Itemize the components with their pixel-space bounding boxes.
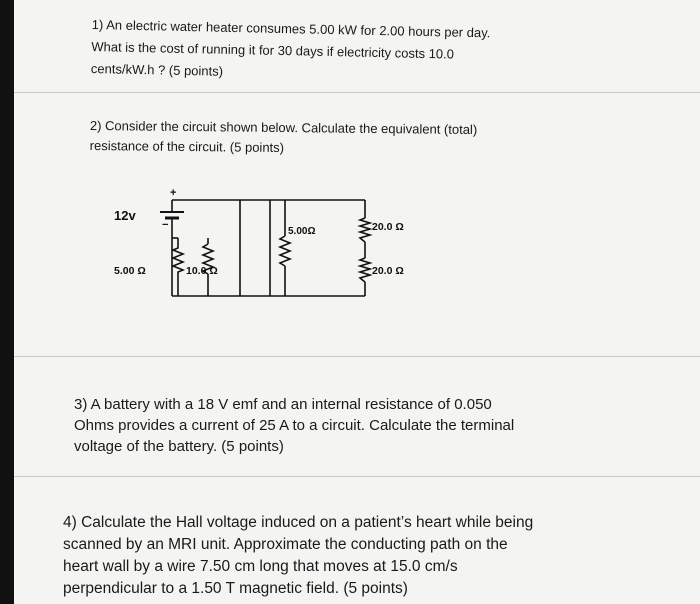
resistor-label: 20.0 Ω (372, 221, 404, 233)
question-2-line: resistance of the circuit. (5 points) (89, 137, 285, 156)
question-3-line: Ohms provides a current of 25 A to a circuit. Calculate the terminal (74, 417, 515, 434)
divider (14, 356, 700, 357)
divider (14, 92, 700, 93)
question-2-line: 2) Consider the circuit shown below. Calculate the equivalent (total) (89, 117, 478, 138)
question-4-line: heart wall by a wire 7.50 cm long that moves at 15.0 cm/s (63, 558, 458, 575)
question-1-line: 1) An electric water heater consumes 5.00 kW for 2.00 hours per day. (91, 16, 491, 41)
question-2 (90, 116, 478, 160)
question-1-line: What is the cost of running it for 30 days if electricity costs 10.0 (91, 38, 455, 62)
question-4-line: 4) Calculate the Hall voltage induced on a patient’s heart while being (63, 514, 534, 531)
resistor-label: 20.0 Ω (372, 265, 404, 277)
battery-plus-sign: + (170, 187, 177, 199)
resistor-label: 5.00Ω (288, 226, 316, 237)
question-3-line: 3) A battery with a 18 V emf and an internal resistance of 0.050 (74, 396, 492, 413)
resistor-5-ohm-middle (280, 236, 290, 266)
question-3-line: voltage of the battery. (5 points) (74, 438, 284, 455)
circuit-diagram (100, 178, 440, 308)
battery-label: 12v (114, 208, 136, 223)
question-3 (74, 394, 514, 457)
question-4-line: scanned by an MRI unit. Approximate the conducting path on the (63, 536, 508, 553)
battery-minus-sign: − (162, 219, 169, 231)
resistor-20-ohm-top (360, 218, 370, 242)
question-1-line: cents/kW.h ? (5 points) (90, 60, 224, 79)
resistor-5-ohm-left (173, 238, 183, 296)
question-4 (63, 512, 533, 600)
question-1 (91, 14, 491, 88)
resistor-label: 5.00 Ω (114, 265, 146, 277)
question-4-line: perpendicular to a 1.50 T magnetic field. (5 points) (63, 580, 408, 597)
resistor-20-ohm-bottom (360, 258, 370, 282)
resistor-label: 10.0 Ω (186, 265, 218, 277)
circuit-wires (172, 200, 365, 296)
divider (14, 476, 700, 477)
